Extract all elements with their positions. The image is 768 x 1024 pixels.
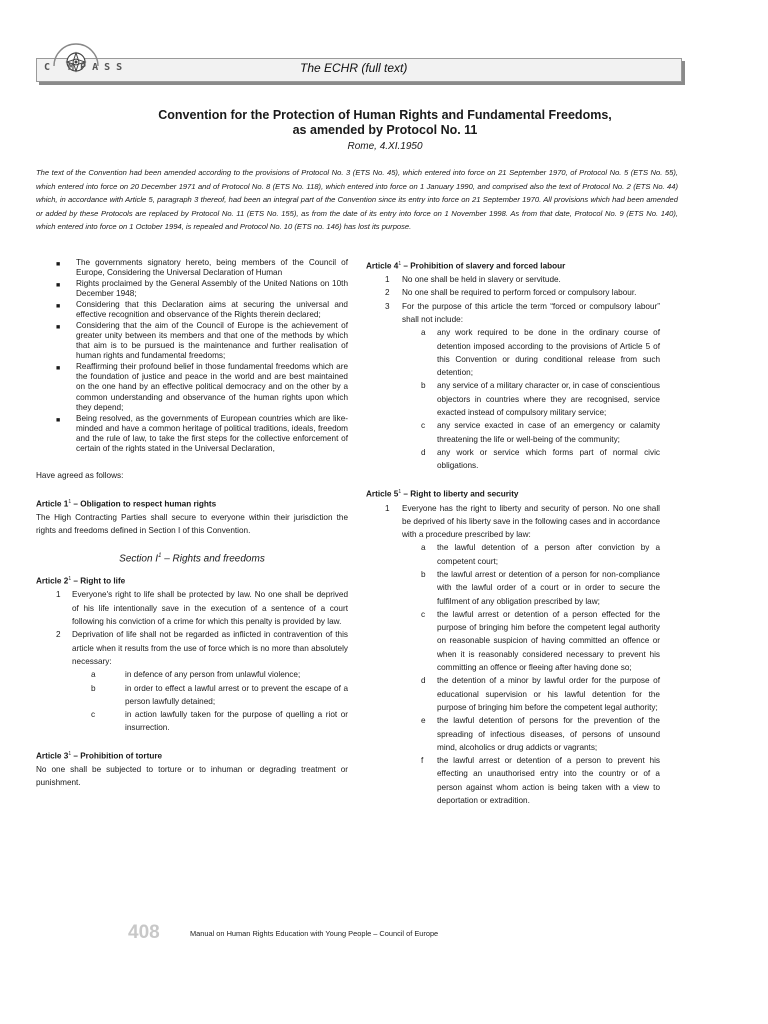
logo-text: C MPASS — [44, 62, 129, 73]
article-1-heading: Article $1^1$ – Obligation to respect human rights — [36, 499, 217, 509]
article-5-item: c the lawful arrest or detention of a person effected for the purpose of bringing him before the competent legal authority on reasonable suspicion of having committed an offence or when it is reasonably considered necessary to prevent his committing an offence or fleeing after having done so; — [421, 609, 660, 673]
article-5-item: d the detention of a minor by lawful order for the purpose of educational supervision or his lawful detention for the purpose of bringing him before the competent legal authority; — [421, 676, 660, 712]
article-3-text: No one shall be subjected to torture or to inhuman or degrading treatment or punishment. — [36, 764, 348, 788]
article-4-item: d any work or service which forms part of normal civic obligations. — [421, 447, 660, 471]
intro-paragraph: The text of the Convention had been amended according to the provisions of Protocol No. 3 (ETS No. 45), which entered into force on 21 September 1970, of Protocol No. 5 (ETS No. 55), which entered into force on 20 December 1971 and of Protocol No. 8 (ETS No. 118), which entered into force on 1 January 1990, and comprised also the text of Protocol No. 2 (ETS No. 44) which, in accordance with Article 5, paragraph 3 thereof, had been an integral part of the Convention since its entry into force on 21 September 1970. All provisions which had been amended or added by these Protocols are replaced by Protocol No. 11 (ETS No. 155), as from the date of its entry into force on 1 November 1998. As from that date, Protocol No. 9 (ETS No. 140), which entered into force on 1 October 1994, is repealed and Protocol No. 10 (ETS no. 146) has lost its purpose. — [36, 168, 678, 231]
section-1-heading: Section $I^1$ – Rights and freedoms — [119, 552, 265, 565]
left-column — [36, 258, 348, 789]
preamble-item: ■ Rights proclaimed by the General Assembly of the United Nations on 10th December 1948; — [36, 279, 348, 300]
article-4-paragraph: 2 No one shall be required to perform forced or compulsory labour. — [385, 288, 637, 298]
bullet-icon: ■ — [56, 323, 61, 331]
article-3-heading: Article $3^1$ – Prohibition of torture — [36, 750, 163, 761]
article-5-paragraph: 1 Everyone has the right to liberty and security of person. No one shall be deprived of his liberty save in the following cases and in accordance with a procedure prescribed by law: — [385, 503, 660, 540]
preamble-item: ■ Considering that this Declaration aims at securing the universal and effective recognition and observance of the Rights therein declared; — [36, 300, 348, 321]
article-4-paragraph: 3 For the purpose of this article the term “forced or compulsory labour” shall not include: — [385, 301, 660, 324]
article-2-item: a in defence of any person from unlawful violence; — [91, 670, 301, 680]
article-1-text: The High Contracting Parties shall secure to everyone within their jurisdiction the rights and freedoms defined in Section I of this Convention. — [36, 513, 348, 536]
page-number: 408 — [128, 922, 160, 943]
article-2-paragraph: 2 Deprivation of life shall not be regarded as inflicted in contravention of this article when it results from the use of force which is no more than absolutely necessary: — [56, 630, 348, 666]
bullet-icon: ■ — [56, 416, 61, 424]
article-4-heading: Article $4^1$ – Prohibition of slavery and forced labour — [366, 261, 566, 271]
compass-icon — [48, 36, 104, 84]
preamble-item: ■ The governments signatory hereto, being members of the Council of Europe, Considering the Universal Declaration of Human — [36, 258, 348, 279]
preamble-item: ■ Reaffirming their profound belief in those fundamental freedoms which are the foundation of justice and peace in the world and are best maintained on the one hand by an effective political democracy and on the other by a common understanding and observance of the human rights upon which they depend; — [36, 362, 348, 414]
article-5-item: a the lawful detention of a person after conviction by a competent court; — [421, 543, 660, 566]
document-title-line-1: Convention for the Protection of Human Rights and Fundamental Freedoms, — [158, 108, 612, 122]
article-5-item: e the lawful detention of persons for the prevention of the spreading of infectious diseases, of persons of unsound mind, alcoholics or drug addicts or vagrants; — [421, 716, 660, 752]
article-4-item: c any service exacted in case of an emergency or calamity threatening the life or well-being of the community; — [421, 421, 660, 444]
article-4-item: b any service of a military character or, in case of conscientious objectors in countries where they are recognised, service exacted instead of compulsory military service; — [421, 381, 660, 417]
agreed-text: Have agreed as follows: — [36, 470, 124, 480]
article-2-item: c in action lawfully taken for the purpose of quelling a riot or insurrection. — [91, 710, 348, 733]
footer-text: Manual on Human Rights Education with Young People – Council of Europe — [190, 929, 439, 938]
article-2-paragraph: 1 Everyone's right to life shall be protected by law. No one shall be deprived of his life intentionally save in the execution of a sentence of a court following his conviction of a crime for which this penalty is provided by law. — [56, 590, 348, 627]
bullet-icon: ■ — [56, 302, 61, 310]
preamble-item: ■ Being resolved, as the governments of European countries which are like-minded and have a common heritage of political traditions, ideals, freedom and the rule of law, to take the first steps for the collective enforcement of certain of the rights stated in the Universal Declaration, — [36, 414, 348, 455]
place-date: Rome, 4.XI.1950 — [347, 141, 423, 152]
document-title-line-2: as amended by Protocol No. 11 — [292, 123, 478, 137]
bullet-icon: ■ — [56, 261, 61, 268]
article-2-item: b in order to effect a lawful arrest or to prevent the escape of a person lawfully detained; — [91, 683, 348, 706]
article-5-item: b the lawful arrest or detention of a person for non-compliance with the lawful order of a court or in order to secure the fulfilment of any obligation prescribed by law; — [421, 570, 660, 606]
article-5-heading: Article $5^1$ – Right to liberty and security — [366, 489, 519, 500]
document-title — [40, 108, 730, 138]
running-title: The ECHR (full text) — [300, 61, 408, 75]
article-4-paragraph: 1 No one shall be held in slavery or servitude. — [385, 275, 561, 285]
article-5-item: f the lawful arrest or detention of a person to prevent his effecting an unauthorised entry into the country or of a person against whom action is being taken with a view to deportation or extradition. — [421, 756, 660, 806]
preamble-item: ■ Considering that the aim of the Council of Europe is the achievement of greater unity between its members and that one of the methods by which that aim is to be pursued is the maintenance and further realisation of human rights and fundamental freedoms; — [36, 321, 348, 362]
bullet-icon: ■ — [56, 281, 61, 289]
article-4-item: a any work required to be done in the ordinary course of detention imposed according to the provisions of Article 5 of this Convention or during conditional release from such detention; — [421, 328, 660, 378]
bullet-icon: ■ — [56, 365, 61, 373]
right-column — [366, 258, 660, 807]
article-2-heading: Article $2^1$ – Right to life — [36, 576, 126, 587]
